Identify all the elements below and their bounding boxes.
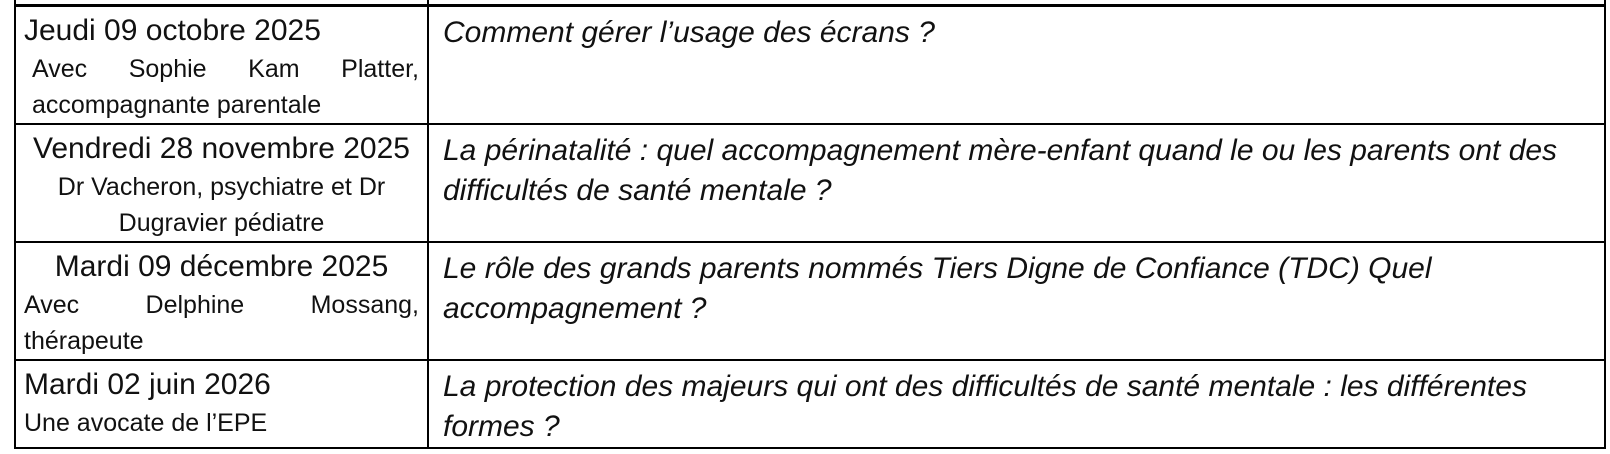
session-topic-cell	[428, 242, 1605, 360]
session-topic-cell	[428, 360, 1605, 448]
table-row	[15, 6, 1605, 124]
table-row	[15, 360, 1605, 448]
session-topic-cell	[428, 6, 1605, 124]
session-date: Mardi 02 juin 2026	[24, 368, 271, 401]
session-date-cell	[15, 6, 428, 124]
session-speaker: Avec Delphine Mossang, thérapeute	[24, 291, 419, 355]
sessions-table	[14, 5, 1606, 449]
session-date-cell	[15, 360, 428, 448]
session-topic: La périnatalité : quel accompagnement mère-enfant quand le ou les parents ont des difficultés de santé mentale ?	[443, 134, 1558, 207]
schedule-table	[14, 0, 1606, 446]
session-topic: Le rôle des grands parents nommés Tiers Digne de Confiance (TDC) Quel accompagnement ?	[443, 252, 1432, 325]
session-speaker: Avec Sophie Kam Platter, accompagnante parentale	[32, 55, 419, 119]
session-topic: Comment gérer l’usage des écrans ?	[443, 16, 935, 49]
table-row	[15, 124, 1605, 242]
session-speaker: Une avocate de l’EPE	[24, 409, 268, 437]
session-topic: La protection des majeurs qui ont des difficultés de santé mentale : les différentes formes ?	[443, 370, 1527, 443]
session-topic-cell	[428, 124, 1605, 242]
table-row	[15, 242, 1605, 360]
session-date: Jeudi 09 octobre 2025	[24, 14, 321, 47]
session-speaker: Dr Vacheron, psychiatre et Dr Dugravier pédiatre	[57, 173, 386, 237]
session-date: Vendredi 28 novembre 2025	[33, 132, 410, 165]
session-date-cell	[15, 124, 428, 242]
session-date-cell	[15, 242, 428, 360]
session-date: Mardi 09 décembre 2025	[54, 250, 389, 283]
